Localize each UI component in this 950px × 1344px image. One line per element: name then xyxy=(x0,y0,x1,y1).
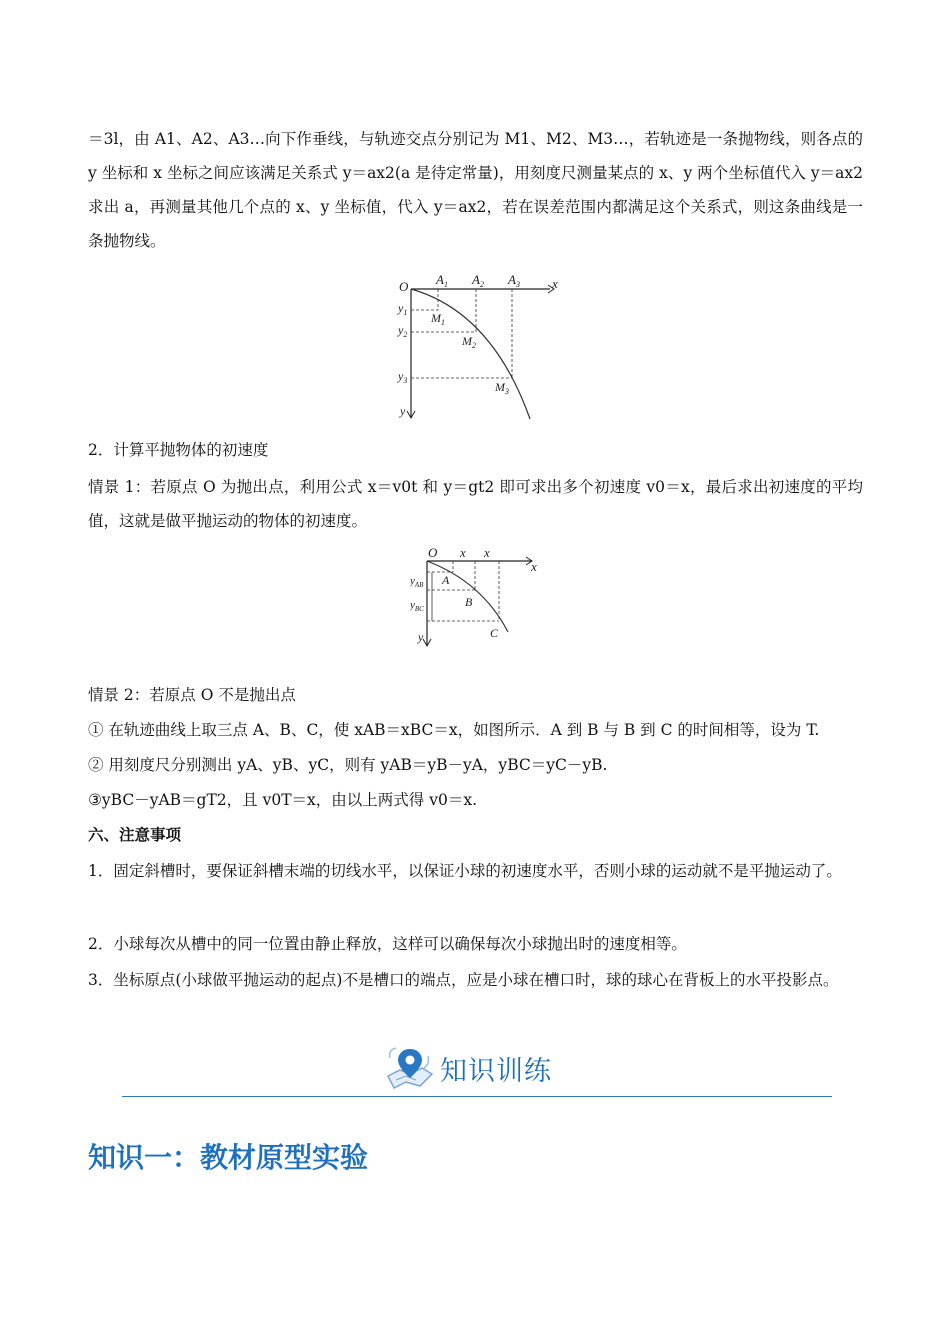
step1-line: ① 在轨迹曲线上取三点 A、B、C，使 xAB＝xBC＝x，如图所示．A 到 B 与 B 到 C 的时间相等，设为 T. xyxy=(88,721,820,739)
figure-parabola-grid xyxy=(390,272,570,422)
fig2-point-a-label: A xyxy=(442,573,450,587)
fig1-m2-label: $M_2$ xyxy=(462,334,476,350)
note2-line: 2．小球每次从槽中的同一位置由静止释放，这样可以确保每次小球抛出时的速度相等。 xyxy=(88,935,687,953)
step3-line: ③yBC－yAB＝gT2，且 v0T＝x，由以上两式得 v0＝x. xyxy=(88,791,477,809)
fig2-x2-label: x xyxy=(484,545,490,560)
section6-heading: 六、注意事项 xyxy=(88,825,182,844)
note3-paragraph: 3．坐标原点(小球做平抛运动的起点)不是槽口的端点，应是小球在槽口时，球的球心在背板上的水平投影点。 xyxy=(88,971,839,989)
fig2-y-axis-label: y xyxy=(418,630,424,644)
fig2-yab-label: $y_{AB}$ xyxy=(410,575,424,589)
note1-paragraph: 1．固定斜槽时，要保证斜槽末端的切线水平，以保证小球的初速度水平，否则小球的运动就不是平抛运动了。 xyxy=(88,862,842,880)
fig2-origin-label: O xyxy=(428,545,438,560)
scenario1-paragraph: 情景 1：若原点 O 为抛出点，利用公式 x＝v0t 和 y＝gt2 即可求出多个初速度 v0＝x，最后求出初速度的平均值，这就是做平抛运动的物体的初速度。 xyxy=(88,478,863,530)
step2-line: ② 用刻度尺分别测出 yA、yB、yC，则有 yAB＝yB－yA，yBC＝yC－yB. xyxy=(88,756,608,774)
fig2-ybc-label: $y_{BC}$ xyxy=(410,599,424,613)
scenario2-line: 情景 2：若原点 O 不是抛出点 xyxy=(88,686,296,704)
fig2-point-c-label: C xyxy=(490,626,499,640)
fig1-origin-label: O xyxy=(399,279,409,294)
fig1-y1-label: $y_1$ xyxy=(398,301,408,317)
fig1-m3-label: $M_3$ xyxy=(495,380,509,396)
fig1-y-label: y xyxy=(400,404,406,418)
map-pin-icon xyxy=(384,1046,436,1090)
figure-abc-points xyxy=(410,544,550,648)
fig1-a2-label: $A_2$ xyxy=(472,272,484,289)
fig2-x1-label: x xyxy=(460,545,466,560)
fig1-x-label: x xyxy=(552,276,558,291)
knowledge-training-banner xyxy=(384,1045,552,1091)
item2-heading: 2．计算平抛物体的初速度 xyxy=(88,441,269,459)
fig1-y2-label: $y_2$ xyxy=(398,323,408,339)
banner-divider xyxy=(122,1096,832,1097)
banner-label: 知识训练 xyxy=(440,1055,552,1087)
section-title: 知识一：教材原型实验 xyxy=(88,1141,369,1174)
intro-paragraph: ＝3l，由 A1、A2、A3…向下作垂线，与轨迹交点分别记为 M1、M2、M3…，若轨迹是一条抛物线，则各点的 y 坐标和 x 坐标之间应该满足关系式 y＝ax2(a 是待定常量)，用刻度尺测量某点的 x、y 两个坐标值代入 y＝ax2 求出 a，再测量其他几个点的 x、y 坐标值，代入 y＝ax2，若在误差范围内都满足这个关系式，则这条曲线是一条抛物线。 xyxy=(88,130,863,250)
fig1-y3-label: $y_3$ xyxy=(398,369,408,385)
fig2-point-b-label: B xyxy=(465,595,473,609)
fig1-a3-label: $A_3$ xyxy=(508,272,520,289)
fig1-m1-label: $M_1$ xyxy=(431,311,445,327)
fig1-a1-label: $A_1$ xyxy=(436,272,448,289)
fig2-x-axis-label: x xyxy=(531,559,537,574)
